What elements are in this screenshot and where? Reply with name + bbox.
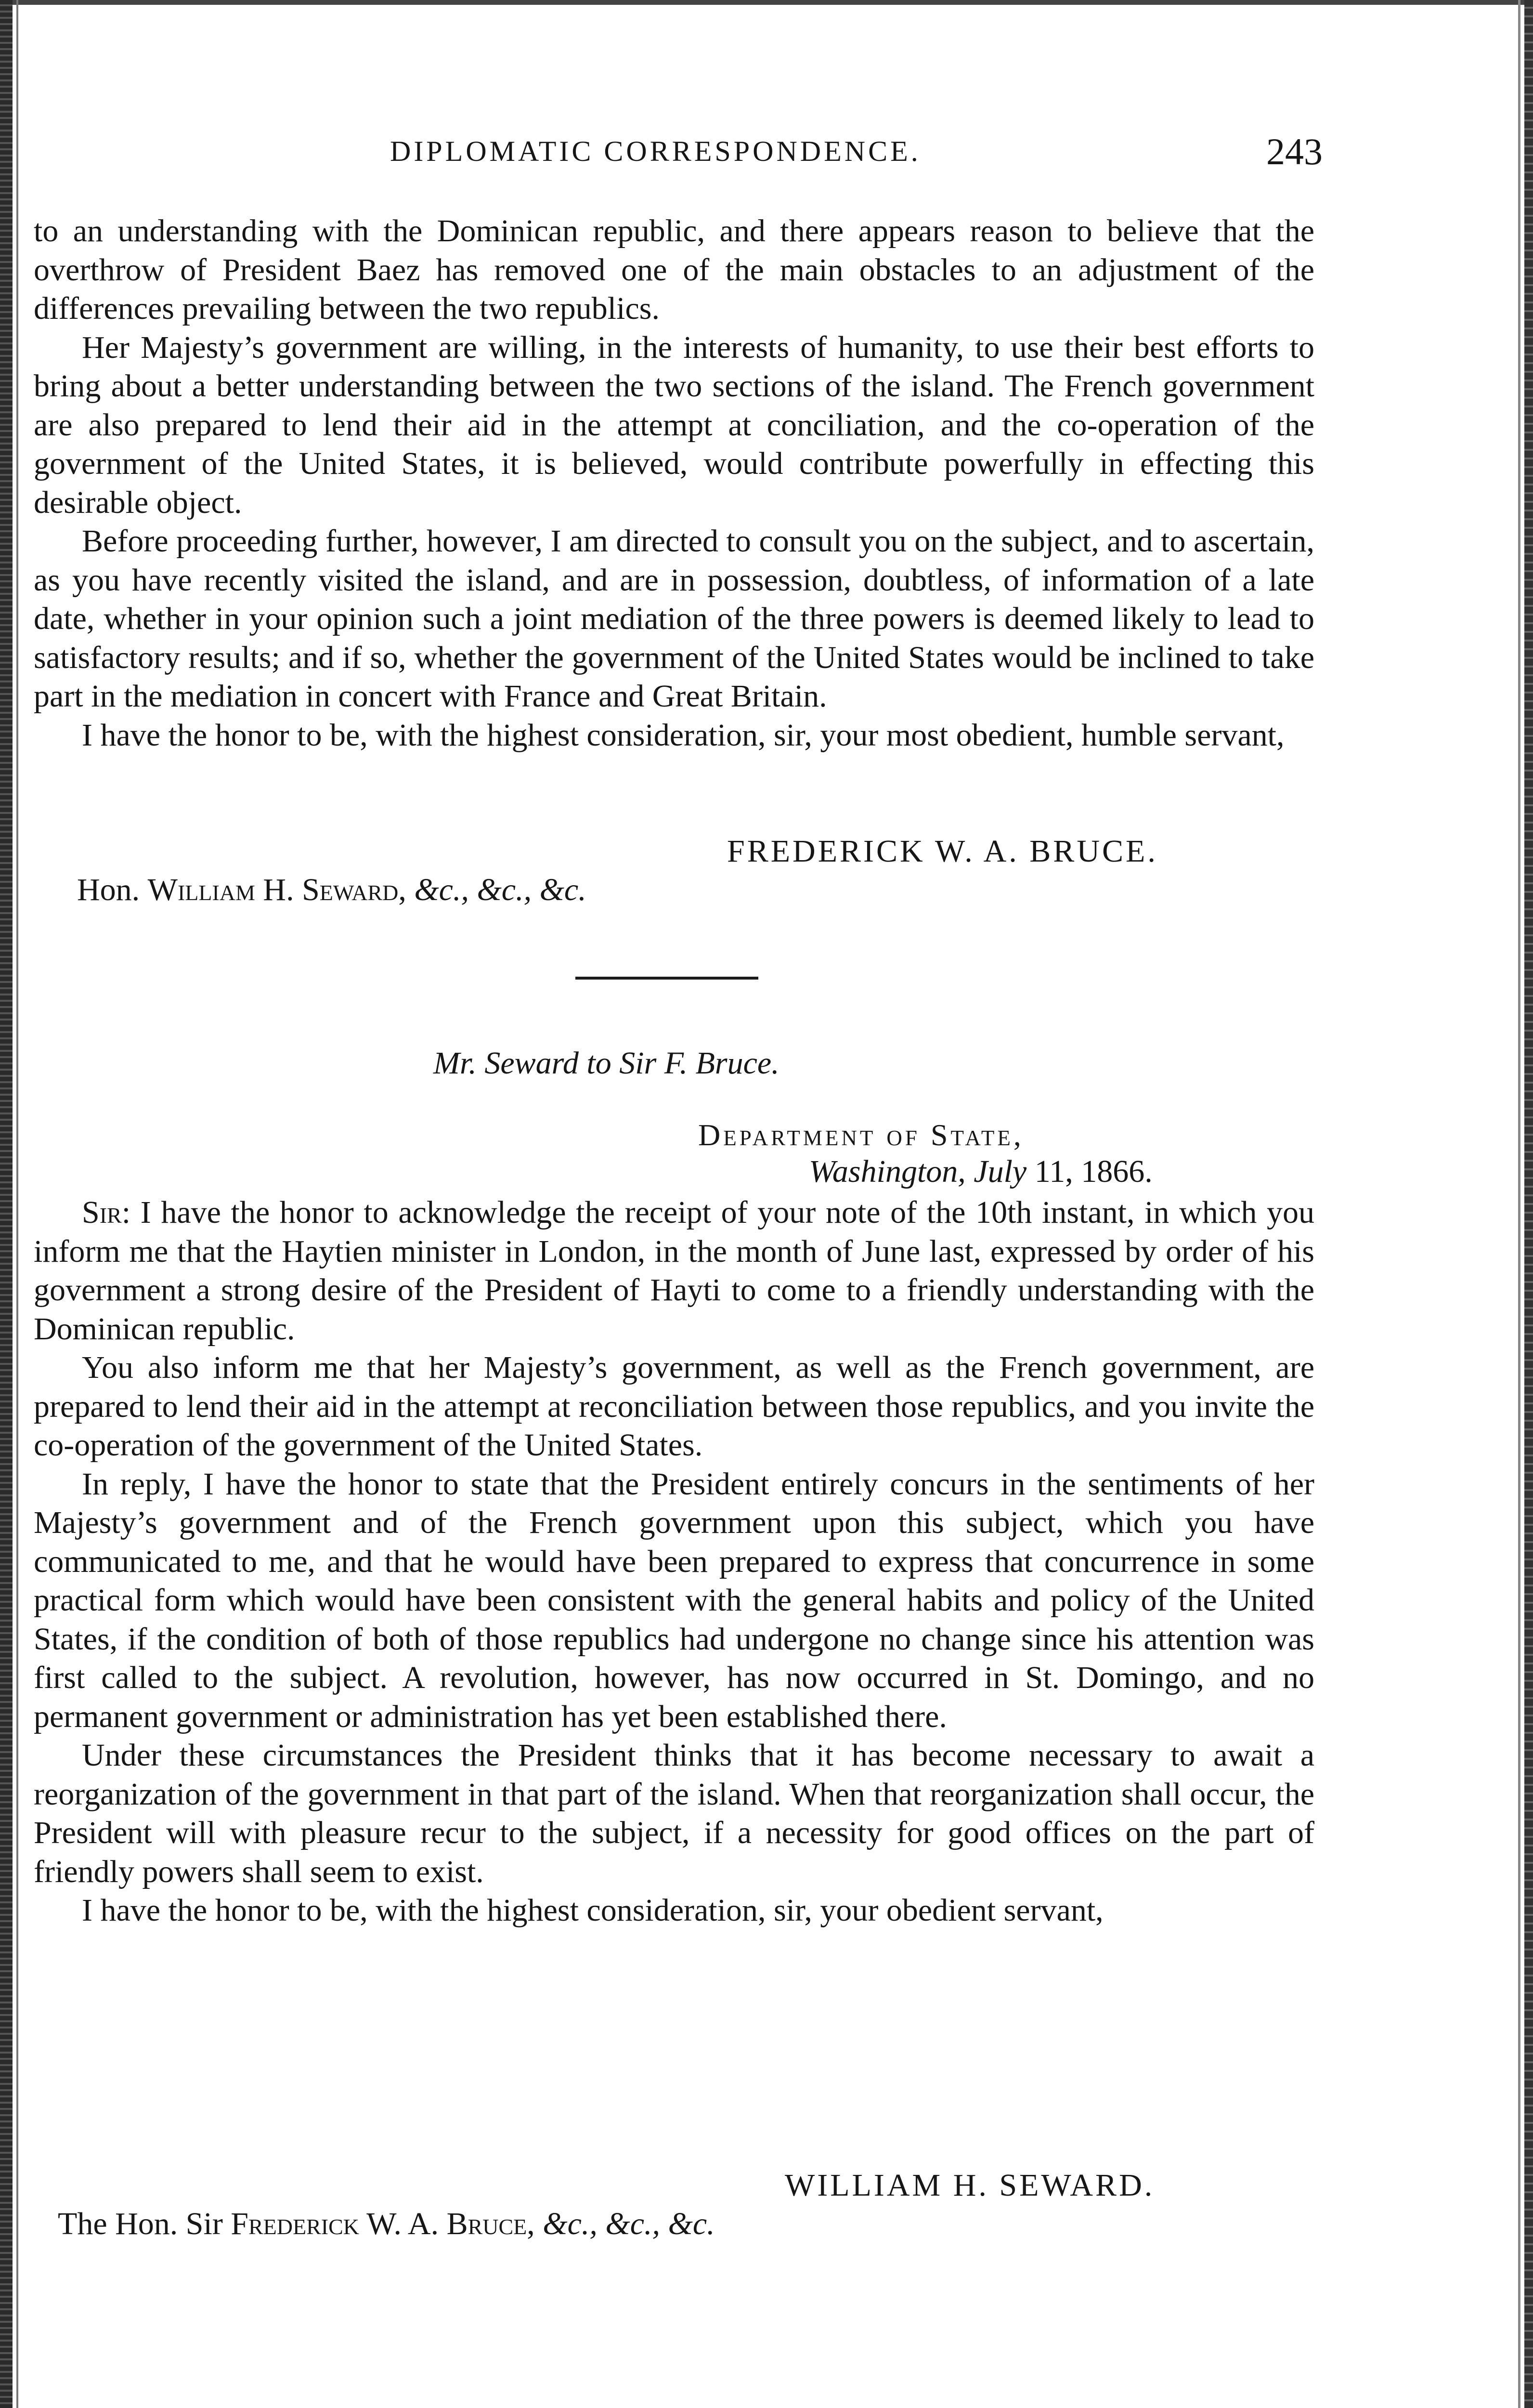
letter-2-paragraph-1-text: I have the honor to acknowledge the receipt of your note of the 10th instant, in which you inform me that the Haytien minister in London, in the month of June last, expressed by order of his government a strong desire of the President of Hayti to come to a friendly understanding with the Dominican republic. <box>34 1195 1314 1347</box>
letter-2-paragraph-2: You also inform me that her Majesty’s government, as well as the French government, are prepared to lend their aid in the attempt at reconciliation between those republics, and you invite the co-operation of the government of the United States. <box>34 1350 1314 1463</box>
letter-2-date-month: July <box>974 1154 1027 1189</box>
letter-2-body <box>34 1193 1314 1930</box>
page-scan-edge-right <box>1524 0 1533 2408</box>
letter-1-addressee-suffix: &c., &c., &c. <box>414 872 586 907</box>
page-scan-edge-right-inner <box>1518 0 1520 2408</box>
letter-1-body <box>34 212 1314 755</box>
letter-2-dateline <box>809 1153 1153 1190</box>
letter-2-heading: Mr. Seward to Sir F. Bruce. <box>433 1046 779 1081</box>
letter-2-paragraph-3: In reply, I have the honor to state that the President entirely concurs in the sentiments of her Majesty’s government and of the French government upon this subject, which you have communicated to me, and that he would have been prepared to express that concurrence in some practical form which would have been consistent with the general habits and policy of the United States, if the condition of both of those republics had undergone no change since his attention was first called to the subject. A revolution, however, has now occurred in St. Domingo, and no permanent government or administration has yet been established there. <box>34 1466 1314 1734</box>
letter-2-date-rest: 11, 1866. <box>1034 1154 1153 1189</box>
letter-2-addressee <box>58 2206 715 2242</box>
page-scan-edge-left-inner <box>16 0 18 2408</box>
letter-1-addressee-name: William H. Seward, <box>147 872 406 907</box>
letter-1-paragraph-1: to an understanding with the Dominican republic, and there appears reason to believe that the overthrow of President Baez has removed one of the main obstacles to an adjustment of the differences prevailing between the two republics. <box>34 213 1314 326</box>
letter-2-salutation: Sir <box>82 1195 122 1230</box>
letter-2-paragraph-4: Under these circumstances the President thinks that it has become necessary to await a reorganization of the government in that part of the island. When that reorganization shall occur, the President will with pleasure recur to the subject, if a necessity for good offices on the part of friendly powers shall seem to exist. <box>34 1738 1314 1889</box>
section-divider-rule <box>575 977 758 980</box>
page-scan-edge-left <box>0 0 13 2408</box>
letter-2-addressee-name: Frederick W. A. Bruce, <box>231 2206 535 2241</box>
letter-2-closing: I have the honor to be, with the highest consideration, sir, your obedient servant, <box>82 1893 1104 1928</box>
letter-1-paragraph-3: Before proceeding further, however, I am directed to consult you on the subject, and to ascertain, as you have recently visited the island, and are in possession, doubtless, of information of a late date, whether in your opinion such a joint mediation of the three powers is deemed likely to lead to satisfactory results; and if so, whether the government of the United States would be inclined to take part in the mediation in concert with France and Great Britain. <box>34 523 1314 714</box>
letter-1-closing: I have the honor to be, with the highest consideration, sir, your most obedient, humble servant, <box>82 717 1285 753</box>
letter-2-place: Washington, <box>809 1154 966 1189</box>
letter-2-paragraph-1: Sir: I have the honor to acknowledge the receipt of your note of the 10th instant, in which you inform me that the Haytien minister in London, in the month of June last, expressed by order of his government a strong desire of the President of Hayti to come to a friendly understanding with the Dominican republic. <box>34 1195 1314 1347</box>
letter-1-signature: FREDERICK W. A. BRUCE. <box>727 834 1158 869</box>
letter-1-paragraph-2: Her Majesty’s government are willing, in the interests of humanity, to use their best efforts to bring about a better understanding between the two sections of the island. The French government are also prepared to lend their aid in the attempt at conciliation, and the co-operation of the government of the United States, it is believed, would contribute powerfully in effecting this desirable object. <box>34 329 1314 520</box>
letter-2-addressee-prefix: The Hon. Sir <box>58 2206 223 2241</box>
page-scan-edge-top <box>0 0 1533 5</box>
letter-1-addressee <box>77 872 586 908</box>
page-number: 243 <box>1266 131 1323 172</box>
letter-2-department: Department of State, <box>698 1118 1024 1152</box>
letter-2-addressee-suffix: &c., &c., &c. <box>543 2206 715 2241</box>
running-title: DIPLOMATIC CORRESPONDENCE. <box>390 135 921 167</box>
letter-1-addressee-prefix: Hon. <box>77 872 140 907</box>
letter-2-signature: WILLIAM H. SEWARD. <box>785 2168 1155 2203</box>
running-head <box>29 130 1473 183</box>
